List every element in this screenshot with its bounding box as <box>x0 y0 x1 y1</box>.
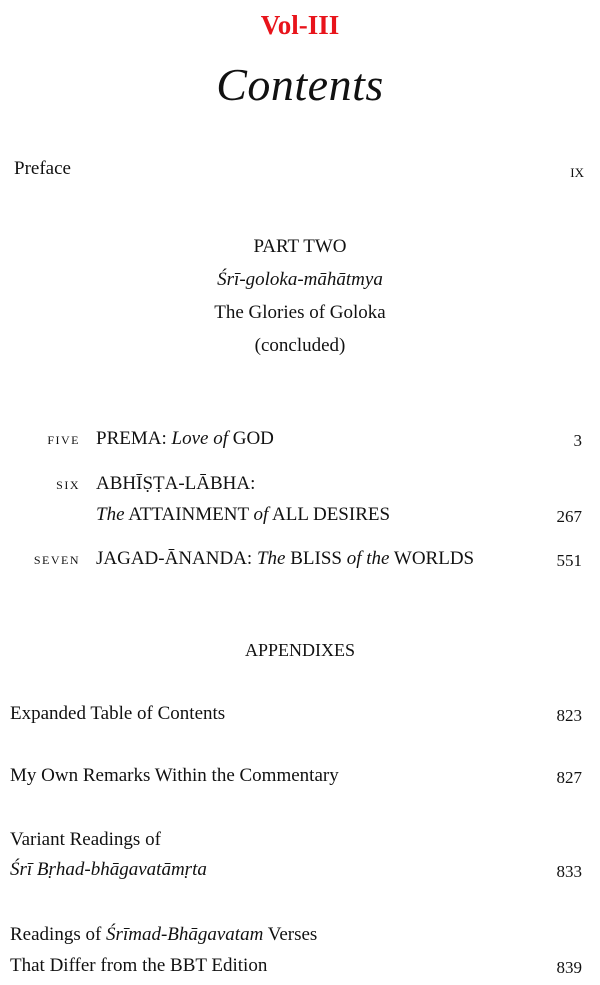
preface-page: ix <box>570 161 584 181</box>
appendix-page-bhagavatam: 839 <box>556 958 582 977</box>
chapter-number-six: SIX <box>56 478 80 492</box>
chapter-title-six-line2[interactable]: The ATTAINMENT of ALL DESIRES <box>96 504 391 525</box>
appendix-item-variant-readings-line2[interactable]: Śrī Bṛhad-bhāgavatāmṛta <box>10 859 207 880</box>
part-english-title: The Glories of Goloka <box>214 302 386 323</box>
page-title: Contents <box>216 59 384 110</box>
appendix-item-remarks[interactable]: My Own Remarks Within the Commentary <box>10 765 339 786</box>
chapter-title-seven[interactable]: JAGAD-ĀNANDA: The BLISS of the WORLDS <box>96 548 475 569</box>
chapter-title-five[interactable]: PREMA: Love of GOD <box>96 428 274 449</box>
chapter-page-five: 3 <box>573 431 582 450</box>
appendixes-heading: APPENDIXES <box>244 640 355 660</box>
appendix-page-variant-readings: 833 <box>556 862 582 881</box>
part-sanskrit-title: Śrī-goloka-māhātmya <box>217 269 383 290</box>
appendix-item-expanded-toc[interactable]: Expanded Table of Contents <box>10 703 226 724</box>
part-note: (concluded) <box>254 335 346 356</box>
part-heading: PART TWO <box>253 236 347 257</box>
appendix-page-remarks: 827 <box>556 768 582 787</box>
chapter-title-six-line1[interactable]: ABHĪṢṬA-LĀBHA: <box>96 473 256 494</box>
appendix-item-variant-readings-line1[interactable]: Variant Readings of <box>10 829 161 850</box>
volume-label: Vol-III <box>260 10 340 40</box>
chapter-number-five: FIVE <box>47 433 80 447</box>
appendix-page-expanded-toc: 823 <box>556 706 582 725</box>
chapter-page-seven: 551 <box>556 551 582 570</box>
appendix-item-bhagavatam-line1[interactable]: Readings of Śrīmad-Bhāgavatam Verses <box>10 924 318 945</box>
appendix-item-bhagavatam-line2[interactable]: That Differ from the BBT Edition <box>10 955 268 976</box>
chapter-number-seven: SEVEN <box>33 553 80 567</box>
chapter-page-six: 267 <box>556 507 582 526</box>
preface-label[interactable]: Preface <box>14 158 71 179</box>
